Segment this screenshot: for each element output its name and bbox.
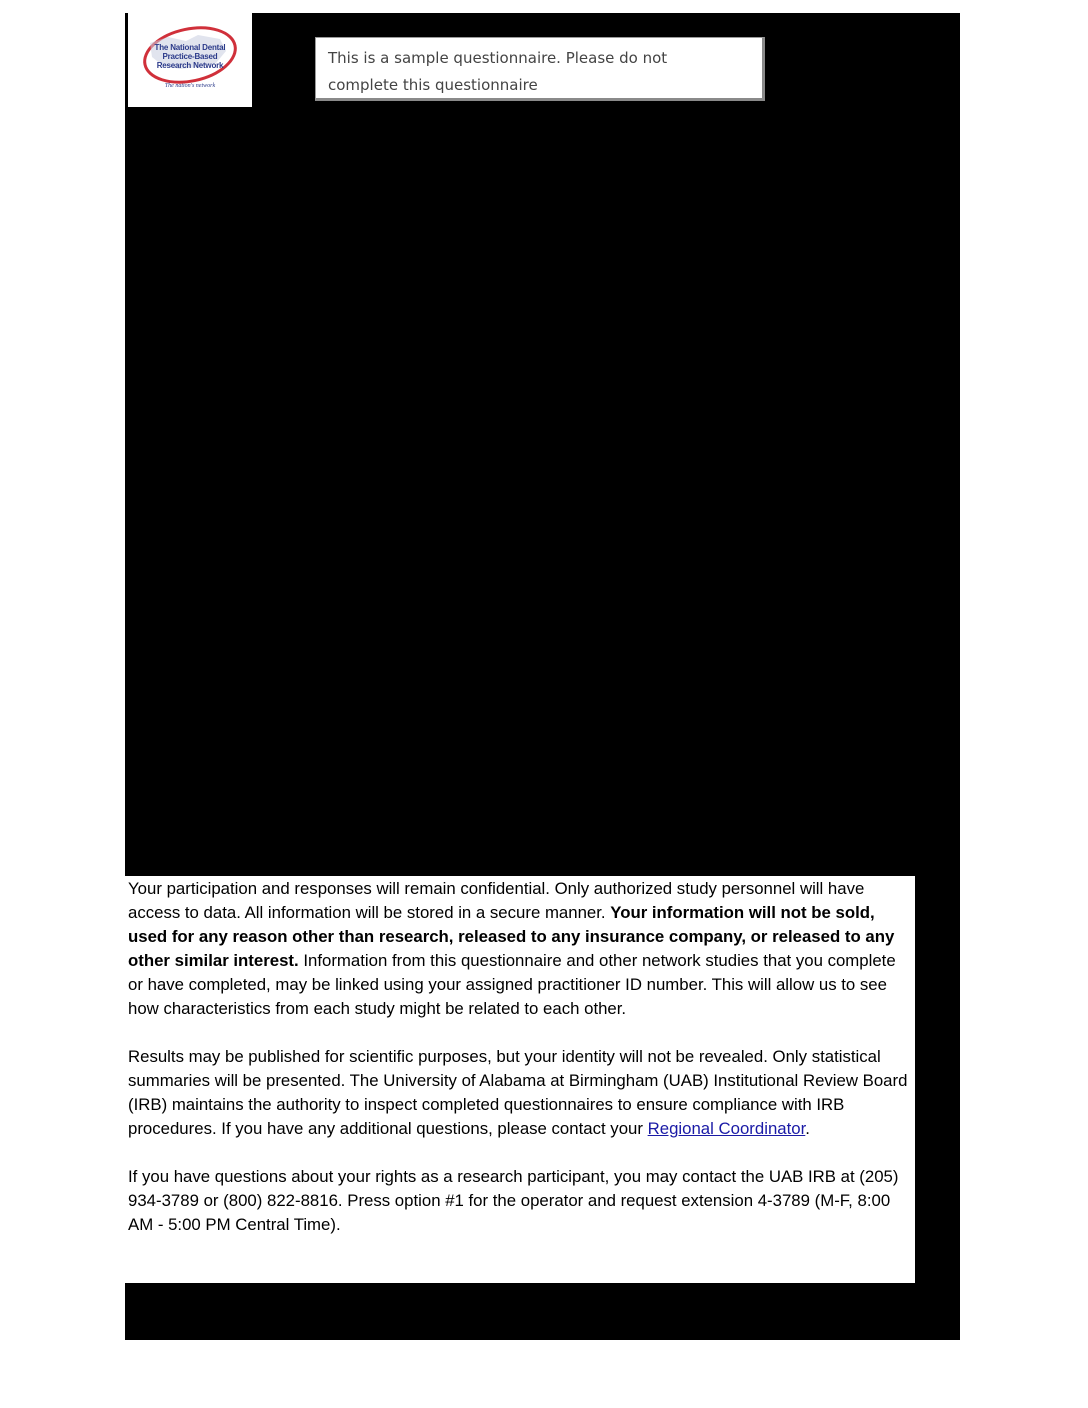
rights-paragraph: If you have questions about your rights as a research participant, you may contact the UAB IRB at (205) 934-3789 or (800) 822-8816. Press option #1 for the operator and request extension 4-3789 (M-F, 8:00 AM - 5:00 PM Central Time). [128, 1167, 899, 1234]
notice-line-1: This is a sample questionnaire. Please do not [328, 49, 668, 67]
p1-text-end: Information from this questionnaire and other network studies that you complete or have completed, may be linked using your assigned practitioner ID number. This will allow us to see how characteristics from each study might be related to each other. [128, 951, 896, 1018]
logo-line-3: Research Network [156, 61, 224, 70]
confidentiality-text [125, 876, 915, 1283]
network-logo [128, 13, 252, 107]
p2-text: Results may be published for scientific purposes, but your identity will not be revealed. Only statistical summaries will be presented. The University of Alabama at Birmingham (UAB) Institutional Review Board (IRB) maintains the authority to inspect completed questionnaires to ensure compliance with IRB procedures. If you have any additional questions, please contact your [128, 1047, 908, 1138]
results-paragraph [128, 1045, 912, 1141]
confidentiality-paragraph [128, 877, 912, 1021]
notice-line-2: complete this questionnaire [328, 76, 538, 94]
sample-notice [315, 37, 765, 101]
logo-line-1: The National Dental [154, 43, 226, 52]
p2-period: . [805, 1119, 810, 1138]
logo-tagline: The nation's network [164, 83, 216, 89]
p1-bold-text: Your information will not be sold, used for any reason other than research, released to any insurance company, or released to any other similar interest. [128, 903, 895, 970]
regional-coordinator-link[interactable]: Regional Coordinator [647, 1119, 806, 1138]
p1-text: Your participation and responses will remain confidential. Only authorized study personnel will have access to data. All information will be stored in a secure manner. [128, 879, 865, 922]
logo-line-2: Practice-Based [162, 52, 218, 61]
